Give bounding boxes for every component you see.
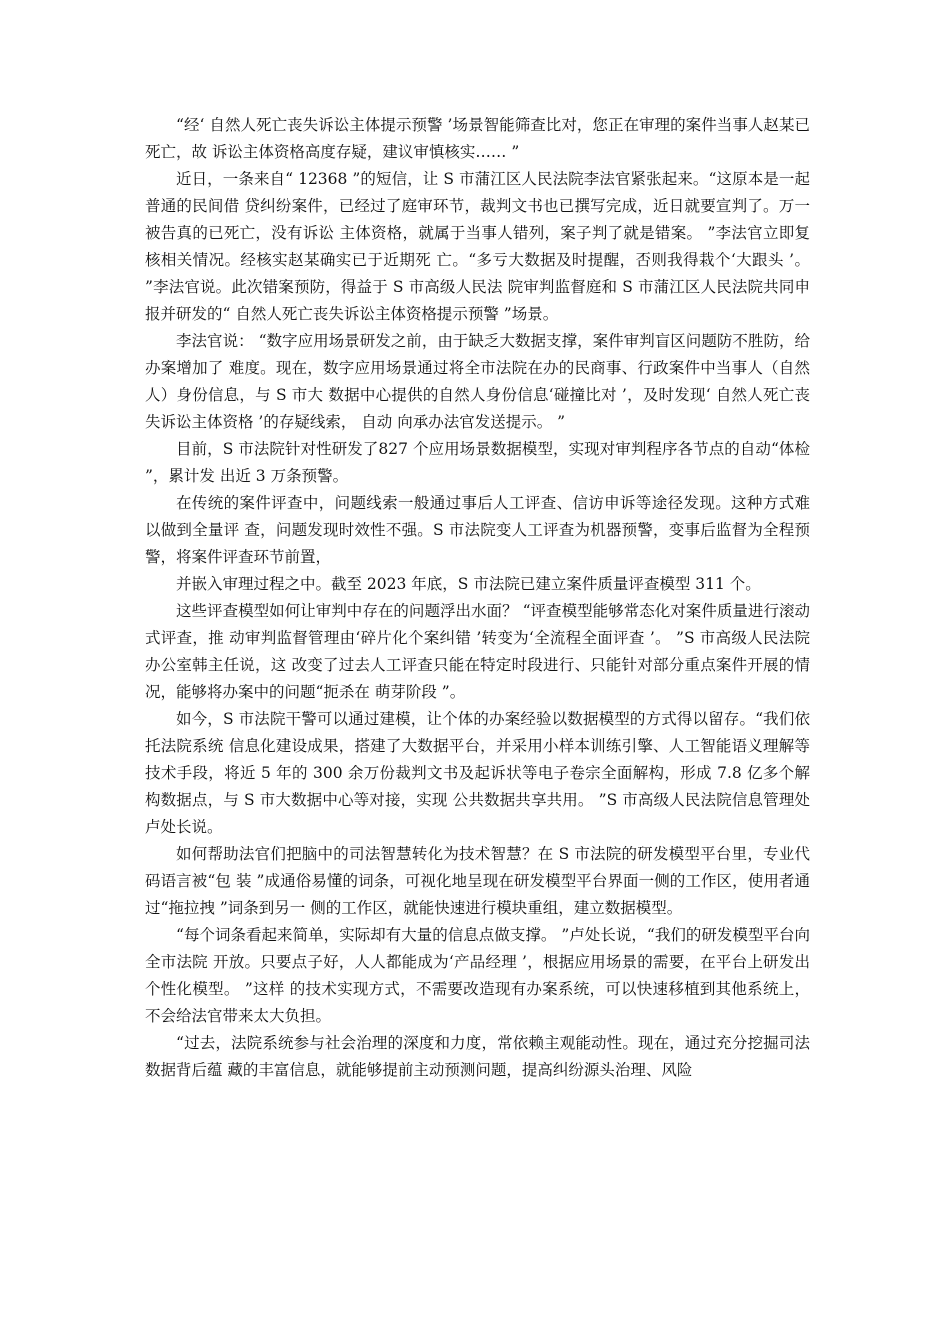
paragraph-model-count: 目前，S 市法院针对性研发了827 个应用场景数据模型，实现对审判程序各节点的自动“体检 ”，累计发 出近 3 万条预警。 <box>145 440 815 485</box>
paragraph-review-models: 并嵌入审理过程之中。截至 2023 年底，S 市法院已建立案件质量评查模型 311 个。 <box>176 575 761 593</box>
paragraph-sms-quote: “经‘ 自然人死亡丧失诉讼主体提示预警 ’场景智能筛查比对，您正在审理的案件当事人赵某已死亡，故 诉讼主体资格高度存疑，建议审慎核实…… ” <box>145 116 810 161</box>
paragraph-judge-quote: 李法官说： “数字应用场景研发之前，由于缺乏大数据支撑，案件审判盲区问题防不胜防，给办案增加了 难度。现在，数字应用场景通过将全市法院在办的民商事、行政案件中当事人（自然人）身份信息，与 S 市大 数据中心提供的自然人身份信息‘碰撞比对 ’，及时发现‘ 自然人死亡丧失诉讼主体资格 ’的存疑线索， 自动 向承办法官发送提示。 ” <box>145 332 810 431</box>
paragraph-traditional-review: 在传统的案件评查中，问题线索一般通过事后人工评查、信访申诉等途径发现。这种方式难以做到全量评 查，问题发现时效性不强。S 市法院变人工评查为机器预警，变事后监督为全程预警，将案件评查环节前置， <box>145 494 810 566</box>
paragraph-director-han: 这些评查模型如何让审判中存在的问题浮出水面？ “评查模型能够常态化对案件质量进行滚动式评查，推 动审判监督管理由‘碎片化个案纠错 ’转变为‘全流程全面评查 ’。 ”S 市高级人民法院办公室韩主任说，这 改变了过去人工评查只能在特定时段进行、只能针对部分重点案件开展的情况，能够将办案中的问题“扼杀在 萌芽阶段 ”。 <box>145 602 810 701</box>
paragraph-case-story: 近日，一条来自“ 12368 ”的短信，让 S 市蒲江区人民法院李法官紧张起来。“这原本是一起普通的民间借 贷纠纷案件，已经过了庭审环节，裁判文书也已撰写完成，近日就要宣判了。万一被告真的已死亡，没有诉讼 主体资格，就属于当事人错列，案子判了就是错案。 ”李法官立即复核相关情况。经核实赵某确实已于近期死 亡。“多亏大数据及时提醒，否则我得栽个‘大跟头 ’。 ”李法官说。此次错案预防，得益于 S 市高级人民法 院审判监督庭和 S 市蒲江区人民法院共同申报并研发的“ 自然人死亡丧失诉讼主体资格提示预警 ”场景。 <box>145 170 815 323</box>
paragraph-big-data-platform: 如今，S 市法院干警可以通过建模，让个体的办案经验以数据模型的方式得以留存。“我们依托法院系统 信息化建设成果，搭建了大数据平台，并采用小样本训练引擎、人工智能语义理解等技术手段，将近 5 年的 300 余万份裁判文书及起诉状等电子卷宗全面解构，形成 7.8 亿多个解构数据点，与 S 市大数据中心等对接，实现 公共数据共享共用。 ”S 市高级人民法院信息管理处卢处长说。 <box>145 710 810 836</box>
paragraph-drag-and-drop: 如何帮助法官们把脑中的司法智慧转化为技术智慧？在 S 市法院的研发模型平台里，专业代码语言被“包 装 ”成通俗易懂的词条，可视化地呈现在研发模型平台界面一侧的工作区，使用者通过“拖拉拽 ”词条到另一 侧的工作区，就能快速进行模块重组，建立数据模型。 <box>145 845 810 917</box>
paragraph-product-manager: “每个词条看起来简单，实际却有大量的信息点做支撑。 ”卢处长说，“我们的研发模型平台向全市法院 开放。只要点子好，人人都能成为‘产品经理 ’，根据应用场景的需要，在平台上研发出个性化模型。 ”这样 的技术实现方式，不需要改造现有办案系统，可以快速移植到其他系统上，不会给法官带来太大负担。 <box>145 926 810 1025</box>
paragraph-social-governance: “过去，法院系统参与社会治理的深度和力度，常依赖主观能动性。现在，通过充分挖掘司法数据背后蕴 藏的丰富信息，就能够提前主动预测问题，提高纠纷源头治理、风险 <box>145 1034 810 1079</box>
document-body <box>145 112 815 1084</box>
